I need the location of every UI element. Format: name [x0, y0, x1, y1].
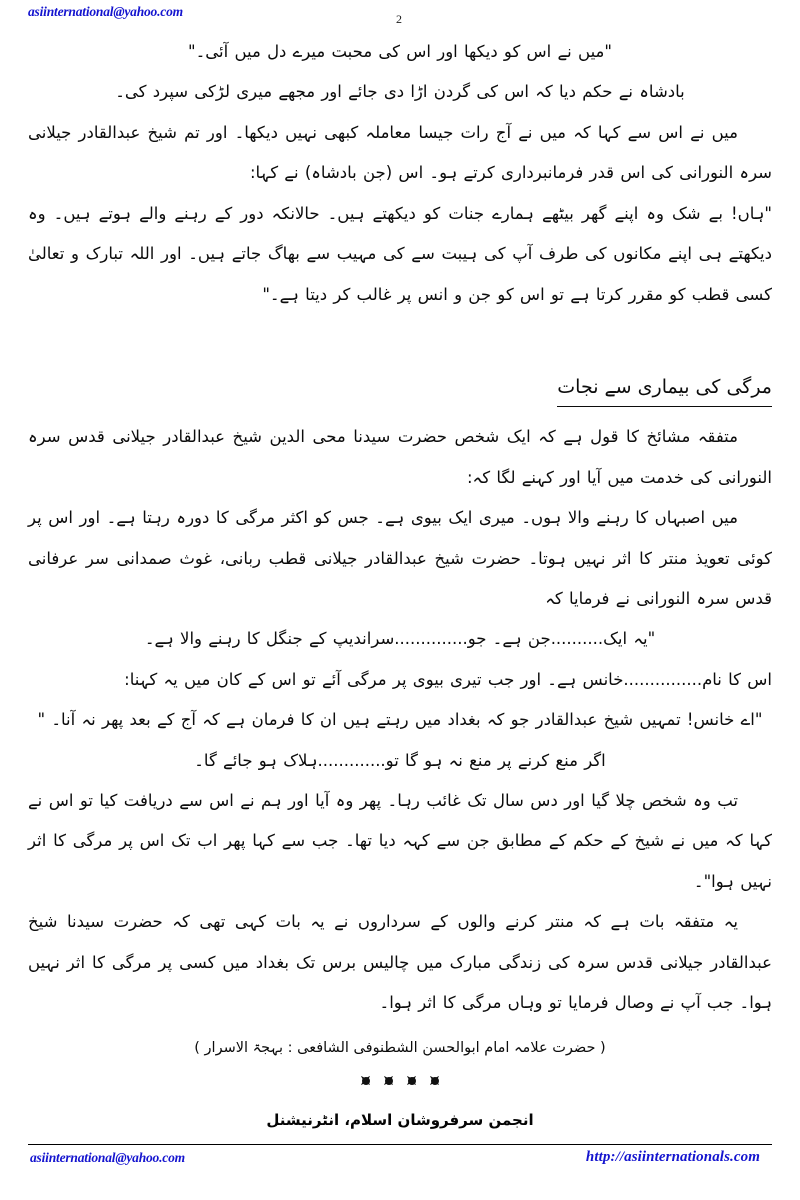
organization-signature: انجمن سرفروشان اسلام، انٹرنیشنل	[266, 1110, 534, 1129]
paragraph-9: تب وہ شخص چلا گیا اور دس سال تک غائب رہا۔ پھر وہ آیا اور ہم نے اس سے دریافت کیا تو اس نے کہا کہ میں نے شیخ کے حکم کے مطابق جن سے کہہ دیا تھا۔ جب سے کہا پھر اب تک اس پر مرگی کا اثر نہیں ہوا"۔	[28, 791, 772, 891]
paragraph-8-line-2: اگر منع کرنے پر منع نہ ہو گا تو.............ہلاک ہو جائے گا۔	[194, 750, 606, 770]
footer-url[interactable]: http://asiinternationals.com	[585, 1149, 760, 1165]
citation-row	[28, 1034, 772, 1063]
paragraph-1: "میں نے اس کو دیکھا اور اس کی محبت میرے دل میں آئی۔"	[188, 42, 612, 61]
diamond-dot-ornament-icon	[405, 1074, 418, 1087]
page-number: 2	[396, 12, 402, 26]
page-footer	[28, 1144, 772, 1172]
paragraph-6: میں اصبہاں کا رہنے والا ہوں۔ میری ایک بیوی ہے۔ جس کو اکثر مرگی کا دورہ رہتا ہے۔ اور اس پر کوئی تعویذ منتر کا اثر نہیں ہوتا۔ حضرت شیخ عبدالقادر جیلانی قطب ربانی، غوث صمدانی سر عرفانی قدس سرہ النورانی نے فرمایا کہ	[28, 508, 772, 608]
footer-email[interactable]: asiinternational@yahoo.com	[30, 1150, 185, 1165]
spacer-after-heading	[28, 407, 772, 417]
document-body	[28, 32, 772, 1130]
page-header	[0, 4, 800, 34]
paragraph-5: متفقہ مشائخ کا قول ہے کہ ایک شخص حضرت سیدنا محی الدین شیخ عبدالقادر جیلانی قدس سرہ النورانی کی خدمت میں آیا اور کہنے لگا کہ:	[28, 427, 772, 487]
footer-divider	[28, 1144, 772, 1145]
footer-row	[28, 1150, 772, 1172]
paragraph-2: بادشاہ نے حکم دیا کہ اس کی گردن اڑا دی جائے اور مجھے میری لڑکی سپرد کی۔	[115, 82, 685, 102]
paragraph-3: میں نے اس سے کہا کہ میں نے آج رات جیسا معاملہ کبھی نہیں دیکھا۔ اور تم شیخ عبدالقادر جیلانی سرہ النورانی کی اس قدر فرمانبرداری کرتے ہو۔ اس (جن بادشاہ) نے کہا:	[28, 122, 772, 183]
diamond-dot-ornament-icon	[382, 1074, 395, 1087]
ornament-divider	[28, 1073, 772, 1089]
section-heading: مرگی کی بیماری سے نجات	[557, 371, 772, 407]
signature-row	[28, 1111, 772, 1130]
spacer-before-heading	[28, 315, 772, 371]
header-email: asiinternational@yahoo.com	[28, 4, 183, 19]
paragraph-4: "ہاں! بے شک وہ اپنے گھر بیٹھے ہمارے جنات کو دیکھتے ہیں۔ حالانکہ دور کے رہنے والے ہوتے ہیں۔ وہ دیکھتے ہی اپنے مکانوں کی طرف آپ کی ہیبت سے کی مہیب سے بھاگ جاتے ہیں۔ اور اللہ تبارک و تعالیٰ کسی قطب کو مقرر کرتا ہے تو اس کو جن و انس پر غالب کر دیتا ہے۔"	[28, 203, 772, 304]
spacer-before-citation	[28, 1024, 772, 1034]
paragraph-7-line-1: "یہ ایک..........جن ہے۔ جو..............سراندیپ کے جنگل کا رہنے والا ہے۔	[144, 629, 656, 649]
section-heading-row	[28, 371, 772, 407]
source-citation: ( حضرت علامہ امام ابوالحسن الشطنوفی الشافعی : بہجۃ الاسرار )	[194, 1039, 606, 1056]
paragraph-10: یہ متفقہ بات ہے کہ منتر کرنے والوں کے سرداروں نے یہ بات کہی تھی کہ حضرت سیدنا شیخ عبدالقادر جیلانی قدس سرہ کی زندگی مبارک میں چالیس برس تک بغداد میں کسی پر مرگی کا اثر نہیں ہوا۔ جب آپ نے وصال فرمایا تو وہاں مرگی کا اثر ہوا۔	[28, 912, 772, 1013]
diamond-dot-ornament-icon	[359, 1074, 372, 1087]
paragraph-7-line-2: اس کا نام...............خانس ہے۔ اور جب تیری بیوی پر مرگی آئے تو اس کے کان میں یہ کہنا:	[124, 669, 772, 689]
diamond-dot-ornament-icon	[428, 1074, 441, 1087]
paragraph-8-line-1: "اے خانس! تمہیں شیخ عبدالقادر جو کہ بغداد میں رہتے ہیں ان کا فرمان ہے کہ آج کے بعد پھر نہ آنا۔ "	[37, 710, 763, 730]
